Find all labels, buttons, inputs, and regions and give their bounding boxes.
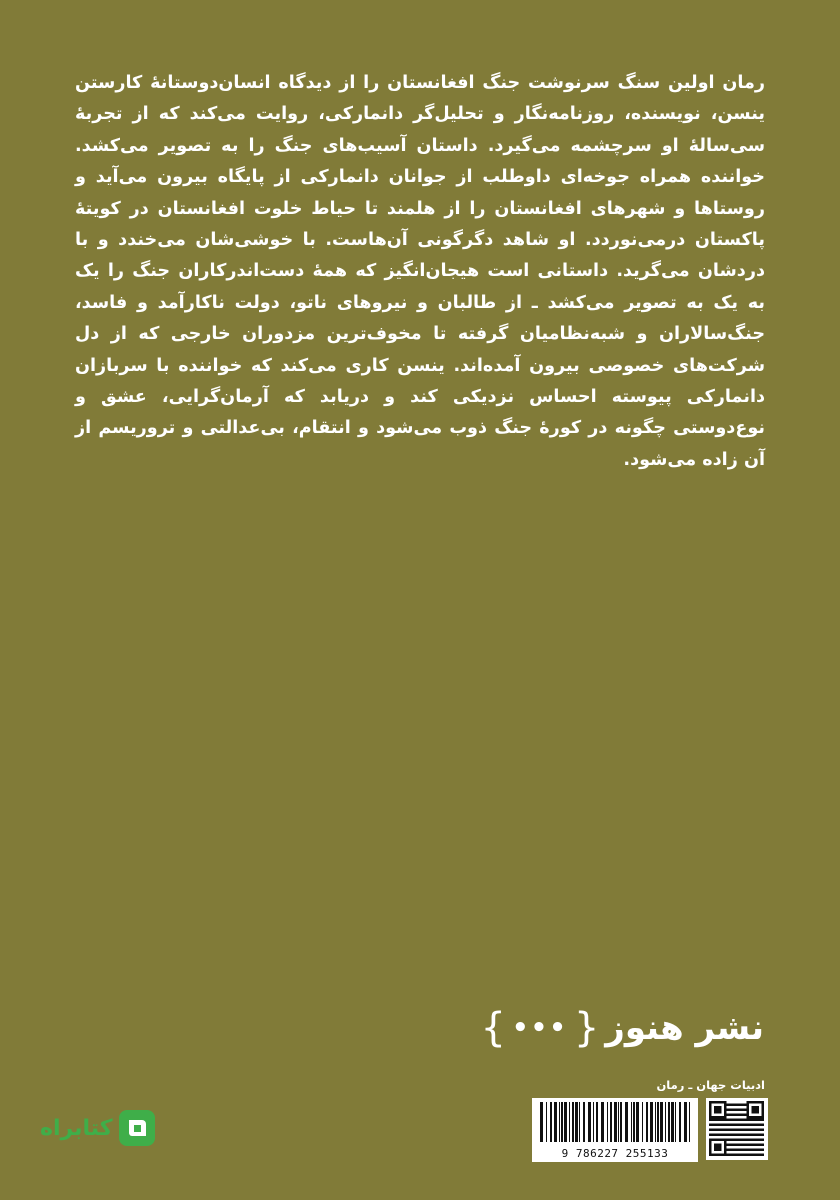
publisher-dots: ••• (511, 1013, 568, 1043)
qr-code (706, 1098, 768, 1160)
publisher-logo (480, 1005, 764, 1051)
back-cover-blurb: رمان اولین سنگ سرنوشت جنگ افغانستان را از دیدگاه انسان‌دوستانهٔ کارستن ینسن، نویسنده، روزنامه‌نگار و تحلیل‌گر دانمارکی، روایت می‌کند که از تجربهٔ سی‌سالهٔ او سرچشمه می‌گیرد. داستان آسیب‌های جنگ را به تصویر می‌کشد. خواننده همراه جوخه‌ای داوطلب از جوانان دانمارکی از پایگاه بیرون می‌آید و روستاها و شهرهای افغانستان را از هلمند تا حیاط خلوت افغانستان در کویتهٔ پاکستان درمی‌نوردد. او شاهد دگرگونی آن‌هاست. با خوشی‌شان می‌خندد و با دردشان می‌گرید. داستانی است هیجان‌انگیز که همهٔ دست‌اندرکاران جنگ را یک به یک به تصویر می‌کشد ـ از طالبان و نیروهای ناتو، دولت ناکارآمد و فاسد، جنگ‌سالاران و شبه‌نظامیان گرفته تا مخوف‌ترین مزدوران خارجی که از دل شرکت‌های خصوصی بیرون آمده‌اند. ینسن کاری می‌کند که خواننده با سربازان دانمارکی پیوسته احساس نزدیکی کند و دریابد که آرمان‌گرایی، عشق و نوع‌دوستی چگونه در کورهٔ جنگ ذوب می‌شود و انتقام، بی‌عدالتی و تروریسم از آن زاده می‌شود. (75, 73, 765, 470)
ketabrah-icon (119, 1110, 155, 1146)
qr-code-pattern (706, 1098, 768, 1160)
brace-open: { (573, 1005, 600, 1051)
publisher-name: نشر هنوز (605, 1008, 764, 1048)
ketabrah-text: کتابراه (40, 1115, 113, 1141)
barcode (532, 1098, 698, 1162)
isbn-number: 9 786227 255133 (561, 1147, 669, 1160)
ketabrah-logo (40, 1110, 155, 1146)
barcode-bars (532, 1098, 698, 1146)
brace-close: } (480, 1005, 506, 1051)
genre-label: ادبیات جهان ـ رمان (656, 1078, 765, 1092)
